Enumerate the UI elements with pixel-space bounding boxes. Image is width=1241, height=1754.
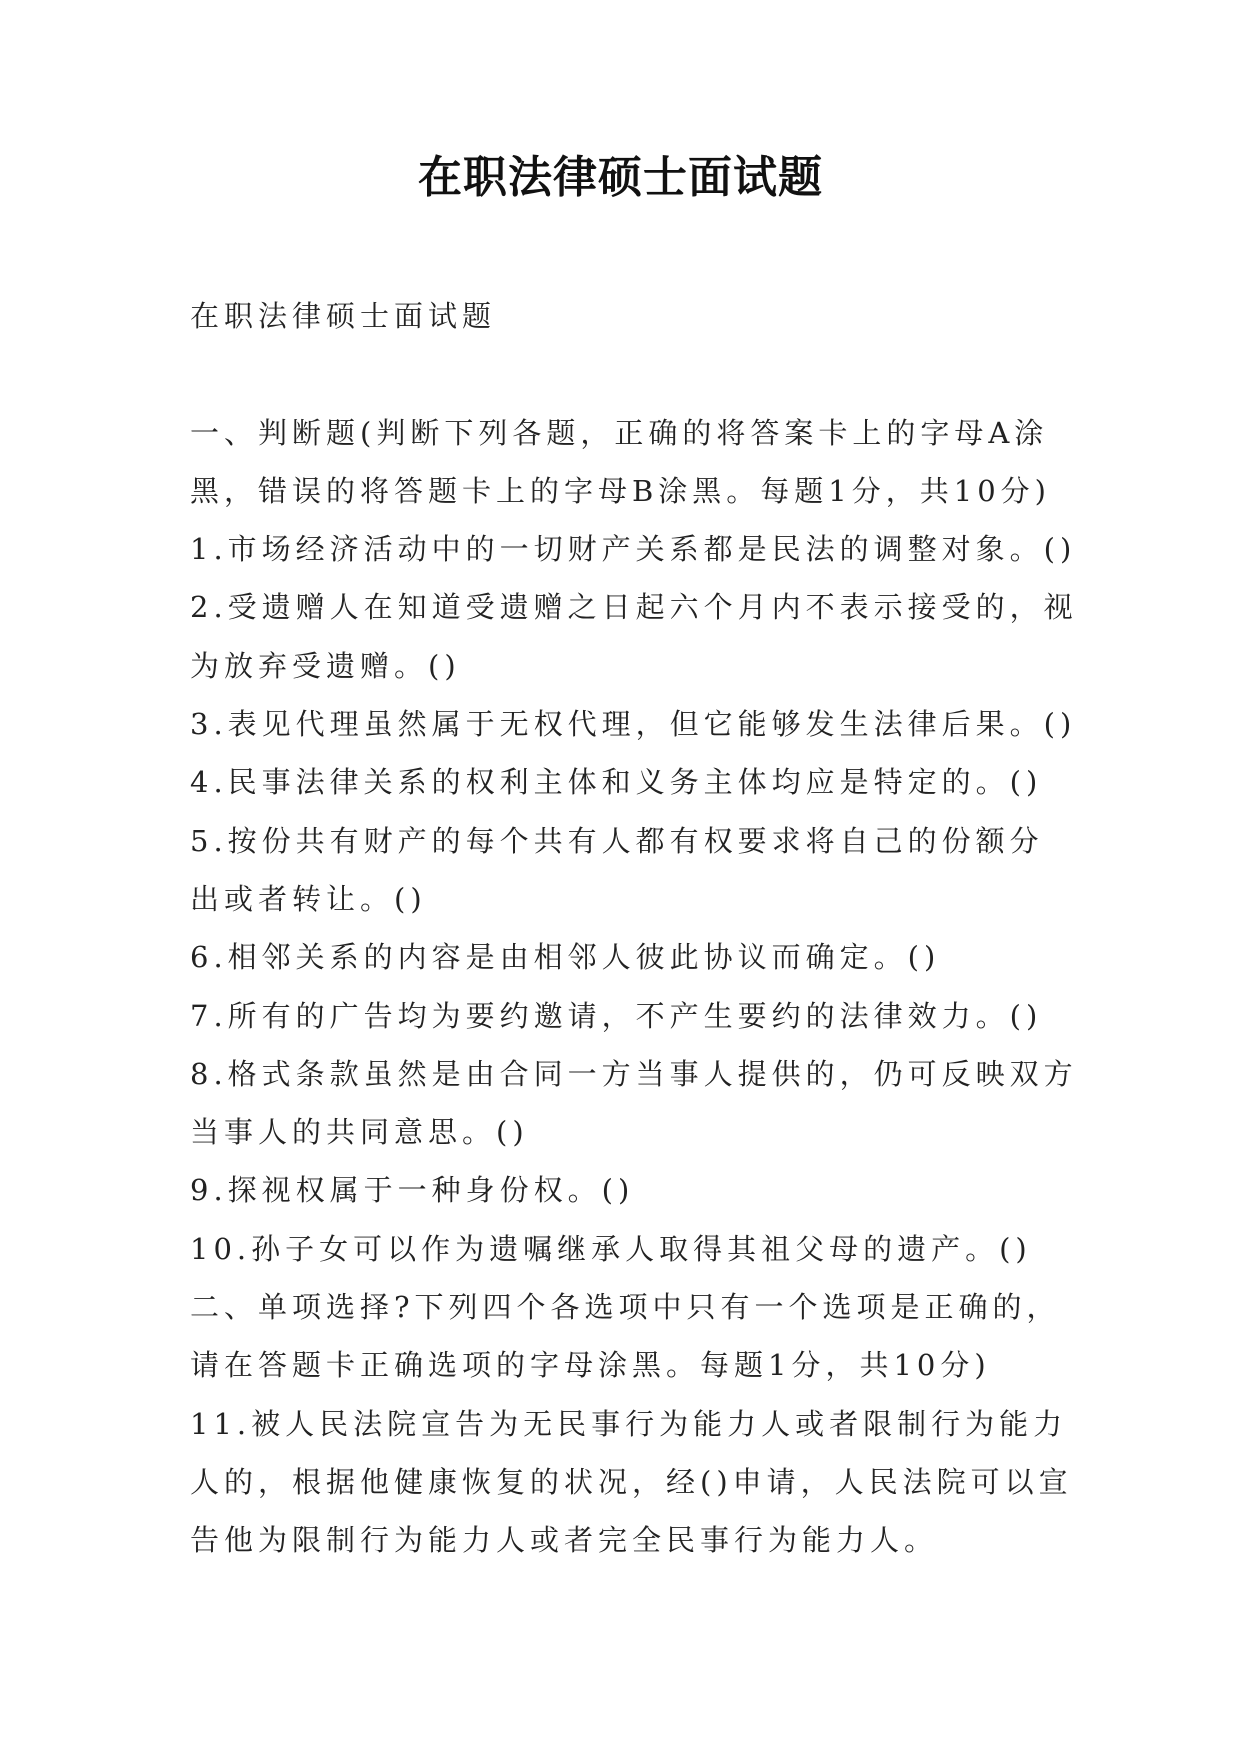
question-2-line-1: 2.受遗赠人在知道受遗赠之日起六个月内不表示接受的，视 bbox=[190, 590, 1078, 625]
question-5-line-1: 5.按份共有财产的每个共有人都有权要求将自己的份额分 bbox=[190, 823, 1044, 858]
question-4: 4.民事法律关系的权利主体和义务主体均应是特定的。() bbox=[190, 765, 1043, 800]
section-one-heading-line-1: 一、判断题(判断下列各题，正确的将答案卡上的字母A涂 bbox=[190, 415, 1049, 450]
question-3: 3.表见代理虽然属于无权代理，但它能够发生法律后果。() bbox=[190, 707, 1077, 742]
question-9: 9.探视权属于一种身份权。() bbox=[190, 1173, 635, 1208]
question-11-line-3: 告他为限制行为能力人或者完全民事行为能力人。 bbox=[190, 1523, 939, 1558]
question-6: 6.相邻关系的内容是由相邻人彼此协议而确定。() bbox=[190, 940, 941, 975]
document-body bbox=[190, 287, 1078, 1570]
question-10: 10.孙子女可以作为遗嘱继承人取得其祖父母的遗产。() bbox=[190, 1231, 1032, 1266]
document-title: 在职法律硕士面试题 bbox=[418, 152, 823, 203]
section-two-heading-line-2: 请在答题卡正确选项的字母涂黑。每题1分，共10分) bbox=[190, 1348, 991, 1383]
question-5-line-2: 出或者转让。() bbox=[190, 881, 427, 916]
section-one-heading-line-2: 黑，错误的将答题卡上的字母B涂黑。每题1分，共10分) bbox=[190, 473, 1051, 508]
question-2-line-2: 为放弃受遗赠。() bbox=[190, 648, 461, 683]
question-8-line-1: 8.格式条款虽然是由合同一方当事人提供的，仍可反映双方 bbox=[190, 1056, 1078, 1091]
question-11-line-1: 11.被人民法院宣告为无民事行为能力人或者限制行为能力 bbox=[190, 1406, 1068, 1441]
question-8-line-2: 当事人的共同意思。() bbox=[190, 1115, 529, 1150]
subtitle-line: 在职法律硕士面试题 bbox=[190, 299, 497, 333]
question-11-line-2: 人的，根据他健康恢复的状况，经()申请，人民法院可以宣 bbox=[190, 1464, 1073, 1499]
section-two-heading-line-1: 二、单项选择?下列四个各选项中只有一个选项是正确的， bbox=[190, 1290, 1061, 1325]
question-7: 7.所有的广告均为要约邀请，不产生要约的法律效力。() bbox=[190, 998, 1043, 1033]
paragraph-gap bbox=[190, 345, 1070, 403]
question-1: 1.市场经济活动中的一切财产关系都是民法的调整对象。() bbox=[190, 532, 1077, 567]
